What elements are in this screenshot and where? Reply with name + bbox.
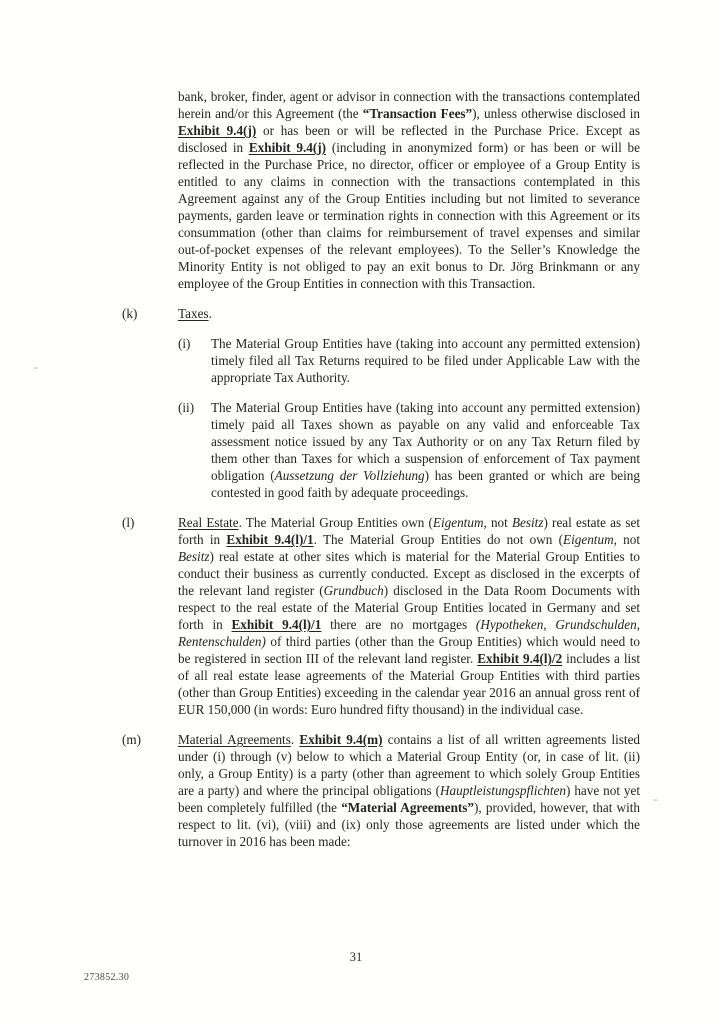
item-label: (k) [122, 306, 138, 321]
page-number: 31 [349, 950, 363, 964]
text-run: The Material Group Entities have (taking into account any permitted extension) timely filed all Tax Returns required to be filed under Applicable Law with the appropriate Tax Authority. [211, 336, 640, 385]
text-run: Exhibit 9.4(m) [299, 732, 383, 747]
text-run: , not [613, 532, 640, 547]
section-item-m [122, 731, 640, 850]
text-run: Aussetzung der Vollziehung [274, 468, 425, 483]
text-run: “Material Agreements” [341, 800, 475, 815]
text-run: . The Material Group Entities own ( [238, 515, 433, 530]
subitem-i [122, 335, 640, 386]
text-run: Real Estate [178, 515, 239, 530]
text-run: Besitz [178, 549, 210, 564]
text-run: Exhibit 9.4(l)/2 [477, 651, 563, 666]
text-run: bank, broker, finder, agent or advisor in connection with the transactions contemplated herein and/or this Agreement (the [178, 89, 640, 121]
subitem-ii [122, 399, 640, 501]
text-run: Exhibit 9.4(j) [248, 140, 327, 155]
text-run: Exhibit 9.4(l)/1 [226, 532, 314, 547]
text-run: Exhibit 9.4(l)/1 [231, 617, 322, 632]
text-run: ), unless otherwise disclosed in [472, 106, 640, 121]
text-run: or has been or will be reflected in the Purchase Price. Except as disclosed in [178, 123, 640, 155]
item-label: (l) [122, 515, 135, 530]
text-run: (Hypotheken, Grundschulden, Rentenschulden) [178, 617, 641, 649]
paragraph-text [178, 731, 640, 850]
text-run: . The Material Group Entities do not own ( [313, 532, 564, 547]
text-run: ) real estate as set forth in [178, 515, 640, 547]
text-run: “Transaction Fees” [362, 106, 473, 121]
text-run: contains a list of all written agreements listed under (i) through (v) below to which a Material Group Entity (or, in case of lit. (ii) only, a Group Entity) is a party (other than agreement to which solely Group Entities are a party) and where the principal obligations ( [178, 732, 641, 798]
text-run: (including in anonymized form) or has been or will be reflected in the Purchase Price, no director, officer or employee of a Group Entity is entitled to any claims in connection with the transactions contemplated in this Agreement against any of the Group Entities including but not limited to severance payments, garden leave or termination rights in connection with this Agreement or its consummation (other than claims for reimbursement of travel expenses and similar out-of-pocket expenses of the relevant employees). To the Seller’s Knowledge the Minority Entity is not obliged to pay an exit bonus to Dr. Jörg Brinkmann or any employee of the Group Entities in connection with this Transaction. [178, 140, 640, 291]
text-run: of third parties (other than the Group Entities) which would need to be registered in section III of the relevant land register. [178, 634, 640, 666]
text-run: The Material Group Entities have (taking into account any permitted extension) timely paid all Taxes shown as payable on any valid and enforceable Tax assessment notice issued by any Tax Authority or on any Tax Return filed by them other than Taxes for which a suspension of enforcement of Tax payment obligation ( [211, 400, 640, 483]
text-run: ), provided, however, that with respect to lit. (vi), (viii) and (ix) only those agreements are listed under which the turnover in 2016 has been made: [178, 800, 641, 849]
section-item-k [122, 305, 640, 322]
text-run: Eigentum [432, 515, 484, 530]
text-run: ) disclosed in the Data Room Documents with respect to the real estate of the Material Group Entities located in Germany and set forth in [178, 583, 640, 632]
subitem-label: (ii) [178, 400, 195, 415]
subitem-label: (i) [178, 336, 191, 351]
paragraph-text [211, 399, 640, 501]
text-run: Besitz [511, 515, 544, 530]
page-content [122, 88, 640, 850]
paragraph-text [178, 514, 640, 718]
text-run: ) real estate at other sites which is material for the Material Group Entities to conduct their business as currently conducted. Except as disclosed in the excerpts of the relevant land register ( [178, 549, 640, 598]
text-run: Material Agreements [178, 732, 291, 747]
item-label: (m) [122, 732, 142, 747]
scan-artifact [653, 799, 658, 801]
text-run: Exhibit 9.4(j) [178, 123, 257, 138]
text-run: ) has been granted or which are being contested in good faith by adequate proceedings. [211, 468, 640, 500]
text-run: . [290, 732, 300, 747]
paragraph-text [178, 305, 640, 322]
section-item-l [122, 514, 640, 718]
text-run: . [208, 306, 212, 321]
text-run: there are no mortgages [321, 617, 476, 632]
text-run: Grundbuch [323, 583, 384, 598]
scan-artifact [34, 367, 37, 369]
text-run: , not [483, 515, 512, 530]
paragraph-text [211, 335, 640, 386]
text-run: Taxes [178, 306, 209, 321]
text-run: ) have not yet been completely fulfilled (the [178, 783, 641, 815]
text-run: Hauptleistungspflichten [440, 783, 567, 798]
text-run: Eigentum [563, 532, 614, 547]
paragraph-text [178, 88, 640, 292]
paragraph-j-continuation [122, 88, 640, 292]
text-run: includes a list of all real estate lease agreements of the Material Group Entities with third parties (other than Group Entities) exceeding in the calendar year 2016 an annual gross rent of EUR 150,000 (in words: Euro hundred fifty thousand) in the individual case. [178, 651, 640, 717]
doc-reference-number: 273852.30 [84, 972, 130, 983]
